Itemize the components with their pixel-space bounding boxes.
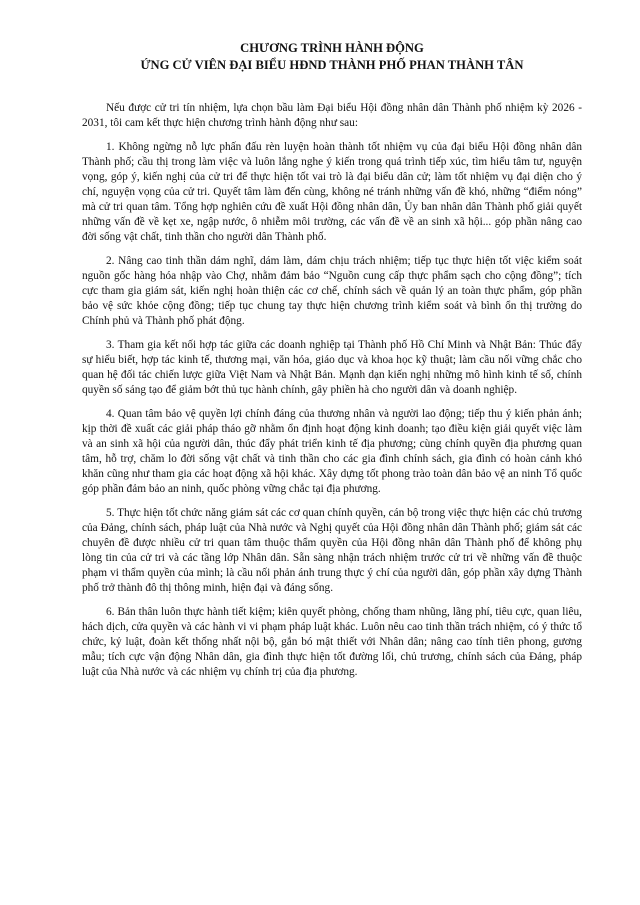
action-item-2: 2. Nâng cao tinh thần dám nghĩ, dám làm, dám chịu trách nhiệm; tiếp tục thực hiện tốt việc kiểm soát nguồn gốc hàng hóa nhập vào Chợ, nhằm đảm bảo “Nguồn cung cấp thực phẩm sạch cho cộng đồng”; tích cực tham gia giám sát, kiến nghị hoàn thiện các cơ chế, chính sách về quản lý an toàn thực phẩm, góp phần bảo vệ sức khỏe cộng đồng; tiếp tục chung tay thực hiện chương trình kiểm soát và bình ổn thị trường do Chính phủ và Thành phố phát động. (82, 255, 582, 327)
action-item-4: 4. Quan tâm bảo vệ quyền lợi chính đáng của thương nhân và người lao động; tiếp thu ý kiến phản ánh; kịp thời đề xuất các giải pháp tháo gỡ nhằm ổn định hoạt động kinh doanh; tạo điều kiện giải quyết việc làm và an sinh xã hội của người dân, thúc đẩy phát triển kinh tế địa phương; cùng chính quyền địa phương quan tâm, hỗ trợ, chăm lo đời sống vật chất và tinh thần cho các gia đình chính sách, gia đình có hoàn cảnh khó khăn cũng như tham gia các hoạt động xã hội khác. Xây dựng tốt phong trào toàn dân bảo vệ an ninh Tổ quốc góp phần đảm bảo an ninh, quốc phòng vững chắc tại địa phương. (82, 408, 582, 495)
document-subtitle: ỨNG CỬ VIÊN ĐẠI BIỂU HĐND THÀNH PHỐ PHAN THÀNH TÂN (140, 58, 524, 72)
document-title: CHƯƠNG TRÌNH HÀNH ĐỘNG (240, 41, 424, 55)
action-item-6: 6. Bản thân luôn thực hành tiết kiệm; kiên quyết phòng, chống tham nhũng, lãng phí, tiêu cực, quan liêu, hách dịch, cửa quyền và các hành vi vi phạm pháp luật khác. Luôn nêu cao tinh thần trách nhiệm, có ý thức tổ chức, kỷ luật, đoàn kết thống nhất nội bộ, gắn bó mật thiết với Nhân dân; nâng cao tính tiên phong, gương mẫu; tích cực vận động Nhân dân, gia đình thực hiện tốt đường lối, chủ trương, chính sách của Đảng, pháp luật của Nhà nước và các nhiệm vụ chính trị của địa phương. (82, 606, 582, 678)
action-item-3: 3. Tham gia kết nối hợp tác giữa các doanh nghiệp tại Thành phố Hồ Chí Minh và Nhật Bản: Thúc đẩy sự hiểu biết, hợp tác kinh tế, thương mại, văn hóa, giáo dục và khoa học kỹ thuật; làm cầu nối vững chắc cho quan hệ đối tác chiến lược giữa Việt Nam và Nhật Bản. Mạnh dạn kiến nghị những mô hình kinh tế số, chính quyền số sáng tạo để giảm bớt thủ tục hành chính, gây phiền hà cho người dân và doanh nghiệp. (82, 339, 582, 396)
intro-paragraph: Nếu được cử tri tín nhiệm, lựa chọn bầu làm Đại biểu Hội đồng nhân dân Thành phố nhiệm kỳ 2026 - 2031, tôi cam kết thực hiện chương trình hành động như sau: (82, 102, 582, 129)
action-item-5: 5. Thực hiện tốt chức năng giám sát các cơ quan chính quyền, cán bộ trong việc thực hiện các chủ trương của Đảng, chính sách, pháp luật của Nhà nước và Nghị quyết của Hội đồng nhân dân Thành phố; giám sát các chuyên đề được nhiều cử tri quan tâm thuộc thẩm quyền của Hội đồng nhân dân Thành phố để không phụ lòng tin của cử tri và các tầng lớp Nhân dân. Sẵn sàng nhận trách nhiệm trước cử tri về những vấn đề thuộc phạm vi thẩm quyền của mình; là cầu nối phản ánh trung thực ý chí của người dân, góp phần xây dựng Thành phố trở thành đô thị thông minh, hiện đại và đáng sống. (82, 507, 582, 594)
action-item-1: 1. Không ngừng nỗ lực phấn đấu rèn luyện hoàn thành tốt nhiệm vụ của đại biểu Hội đồng nhân dân Thành phố; cầu thị trong làm việc và luôn lắng nghe ý kiến trong quá trình tiếp xúc, tìm hiểu tâm tư, nguyện vọng, góp ý, kiến nghị của cử tri để thực hiện tốt vai trò là đại biểu dân cử; làm tốt nhiệm vụ đại diện cho ý chí, nguyện vọng của cử tri. Quyết tâm làm đến cùng, không né tránh những vấn đề khó, những “điểm nóng” mà cử tri quan tâm. Tổng hợp nghiên cứu đề xuất Hội đồng nhân dân, Ủy ban nhân dân Thành phố giải quyết những vấn đề về kẹt xe, ngập nước, ô nhiễm môi trường, các vấn đề về an sinh xã hội... góp phần nâng cao đời sống vật chất, tinh thần cho người dân Thành phố. (82, 141, 582, 243)
